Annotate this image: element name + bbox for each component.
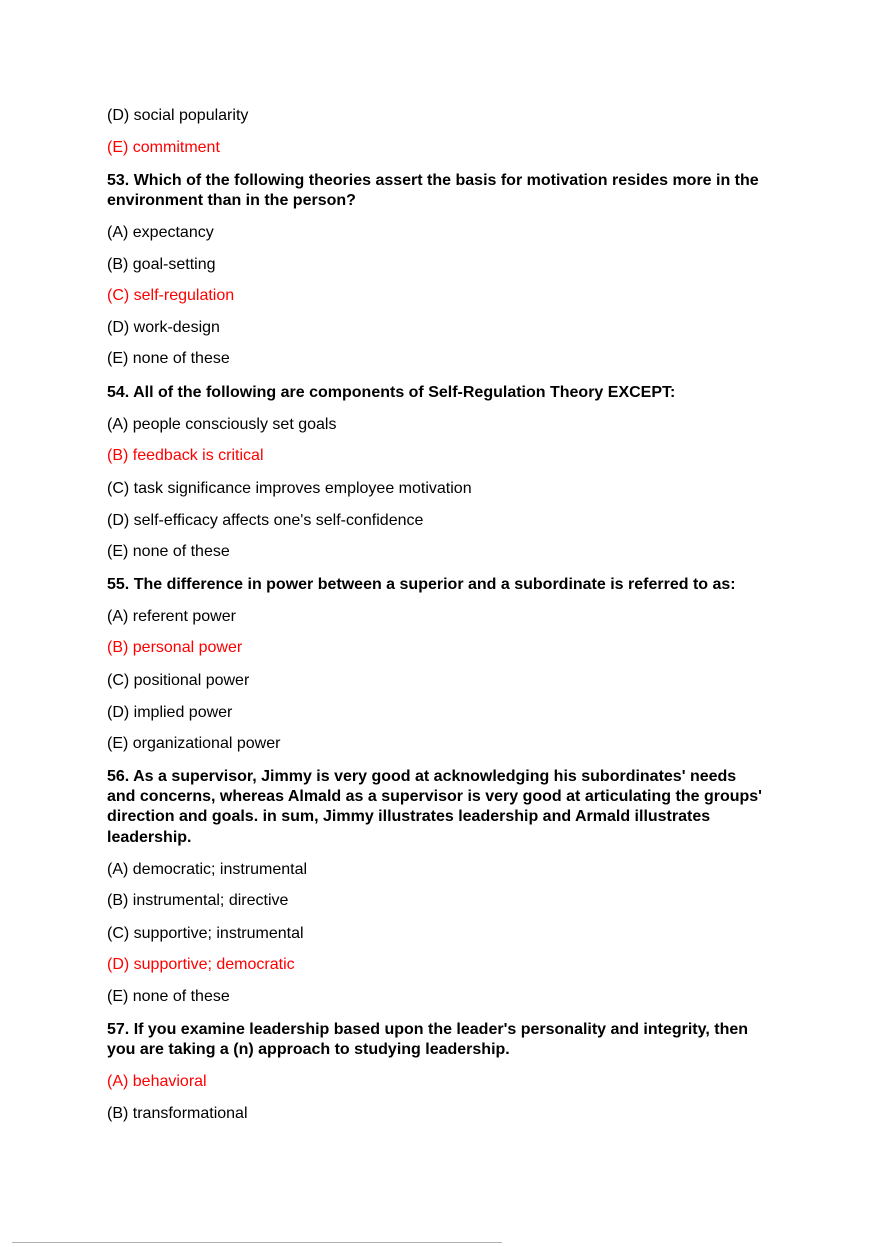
option-56-a: (A) democratic; instrumental bbox=[107, 861, 308, 878]
option-54-a: (A) people consciously set goals bbox=[107, 416, 337, 433]
option-54-c: (C) task significance improves employee motivation bbox=[107, 480, 472, 497]
question-56-stem-line-1: 56. As a supervisor, Jimmy is very good at acknowledging his subordinates' needs bbox=[107, 768, 737, 785]
question-56-stem-line-4: leadership. bbox=[107, 829, 192, 846]
option-56-b: (B) instrumental; directive bbox=[107, 892, 289, 909]
question-54-stem: 54. All of the following are components of Self-Regulation Theory EXCEPT: bbox=[107, 384, 676, 401]
question-53-stem-line-1: 53. Which of the following theories assert the basis for motivation resides more in the bbox=[107, 172, 759, 189]
option-52-e-correct: (E) commitment bbox=[107, 139, 220, 156]
question-53-stem-line-2: environment than in the person? bbox=[107, 192, 356, 209]
option-55-d: (D) implied power bbox=[107, 704, 233, 721]
option-54-d: (D) self-efficacy affects one's self-confidence bbox=[107, 512, 424, 529]
option-54-e: (E) none of these bbox=[107, 543, 230, 560]
footer-divider bbox=[12, 1242, 502, 1243]
option-55-a: (A) referent power bbox=[107, 608, 236, 625]
option-55-c: (C) positional power bbox=[107, 672, 250, 689]
option-54-b-correct: (B) feedback is critical bbox=[107, 447, 264, 464]
question-57-stem-line-2: you are taking a (n) approach to studying leadership. bbox=[107, 1041, 510, 1058]
option-53-e: (E) none of these bbox=[107, 350, 230, 367]
option-53-b: (B) goal-setting bbox=[107, 256, 216, 273]
option-53-c-correct: (C) self-regulation bbox=[107, 287, 235, 304]
option-53-d: (D) work-design bbox=[107, 319, 220, 336]
option-55-e: (E) organizational power bbox=[107, 735, 281, 752]
option-56-e: (E) none of these bbox=[107, 988, 230, 1005]
option-55-b-correct: (B) personal power bbox=[107, 639, 243, 656]
option-52-d: (D) social popularity bbox=[107, 107, 249, 124]
question-55-stem: 55. The difference in power between a superior and a subordinate is referred to as: bbox=[107, 576, 736, 593]
option-57-a-correct: (A) behavioral bbox=[107, 1073, 207, 1090]
option-57-b: (B) transformational bbox=[107, 1105, 248, 1122]
question-56-stem-line-2: and concerns, whereas Almald as a supervisor is very good at articulating the groups' bbox=[107, 788, 762, 805]
option-56-d-correct: (D) supportive; democratic bbox=[107, 956, 295, 973]
question-56-stem-line-3: direction and goals. in sum, Jimmy illustrates leadership and Armald illustrates bbox=[107, 808, 711, 825]
question-57-stem-line-1: 57. If you examine leadership based upon the leader's personality and integrity, then bbox=[107, 1021, 749, 1038]
option-56-c: (C) supportive; instrumental bbox=[107, 925, 304, 942]
option-53-a: (A) expectancy bbox=[107, 224, 214, 241]
